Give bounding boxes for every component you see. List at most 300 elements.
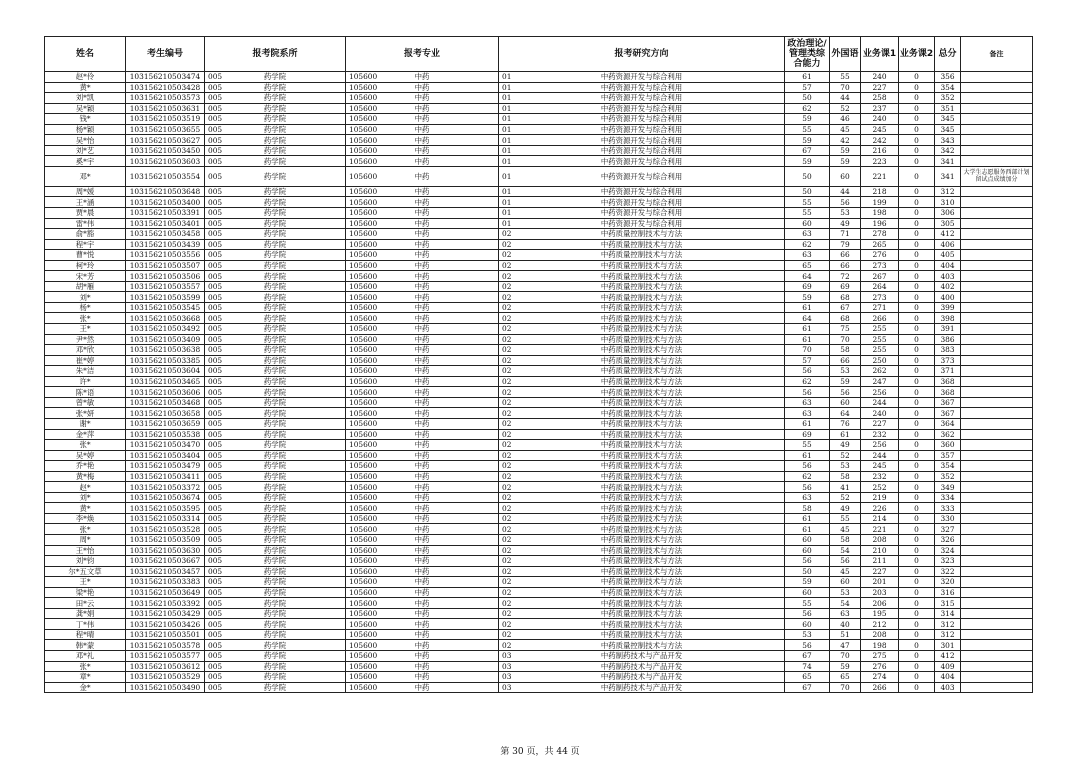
cell-direction-name: 中药质量控制技术与方法: [600, 313, 683, 323]
table-row: [45, 197, 1033, 208]
cell-direction-name: 中药质量控制技术与方法: [600, 556, 683, 566]
cell-major-code: 105600: [349, 229, 378, 239]
cell-course1: 244: [861, 450, 899, 461]
cell-name: 刘*钧: [45, 556, 126, 567]
cell-foreign: 54: [830, 598, 861, 609]
cell-dept-group: [205, 503, 346, 514]
cell-major-name: 中药: [414, 398, 430, 408]
cell-course2: 0: [899, 524, 935, 535]
cell-direction-code: 02: [502, 514, 512, 524]
cell-politics: 60: [785, 619, 830, 630]
cell-remark: [961, 408, 1033, 419]
cell-remark: [961, 524, 1033, 535]
cell-direction-code: 02: [502, 366, 512, 376]
cell-total: 343: [935, 135, 961, 146]
cell-major-group: [346, 672, 499, 683]
cell-major-name: 中药: [414, 503, 430, 513]
cell-name: 王*涵: [45, 197, 126, 208]
cell-direction-code: 02: [502, 587, 512, 597]
cell-direction-group: [499, 672, 785, 683]
cell-course1: 214: [861, 513, 899, 524]
cell-direction-group: [499, 292, 785, 303]
cell-dept-code: 005: [208, 282, 223, 292]
cell-major-code: 105600: [349, 587, 378, 597]
cell-major-group: [346, 103, 499, 114]
cell-major-group: [346, 598, 499, 609]
cell-total: 368: [935, 376, 961, 387]
cell-name: 钱*: [45, 114, 126, 125]
cell-remark: [961, 145, 1033, 156]
cell-major-code: 105600: [349, 345, 378, 355]
cell-dept-name: 药学院: [263, 292, 287, 302]
cell-major-code: 105600: [349, 187, 378, 197]
cell-direction-code: 01: [502, 103, 512, 113]
cell-dept-code: 005: [208, 218, 223, 228]
cell-direction-name: 中药质量控制技术与方法: [600, 398, 683, 408]
cell-dept-name: 药学院: [263, 218, 287, 228]
table-row: [45, 366, 1033, 377]
cell-major-name: 中药: [414, 640, 430, 650]
cell-course2: 0: [899, 345, 935, 356]
cell-exam-id: 103156210503506: [126, 271, 205, 282]
cell-major-name: 中药: [414, 197, 430, 207]
cell-name: 金*萍: [45, 429, 126, 440]
cell-exam-id: 103156210503411: [126, 471, 205, 482]
cell-course2: 0: [899, 156, 935, 167]
cell-dept-name: 药学院: [263, 630, 287, 640]
cell-remark: [961, 661, 1033, 672]
cell-major-name: 中药: [414, 135, 430, 145]
cell-major-name: 中药: [414, 292, 430, 302]
cell-major-name: 中药: [414, 355, 430, 365]
cell-major-name: 中药: [414, 250, 430, 260]
cell-course1: 245: [861, 461, 899, 472]
cell-total: 345: [935, 114, 961, 125]
cell-direction-group: [499, 197, 785, 208]
cell-major-name: 中药: [414, 303, 430, 313]
cell-dept-code: 005: [208, 334, 223, 344]
cell-direction-name: 中药制药技术与产品开发: [600, 672, 683, 682]
cell-major-name: 中药: [414, 218, 430, 228]
cell-name: 雷*伟: [45, 218, 126, 229]
cell-name: 黄*: [45, 503, 126, 514]
cell-major-name: 中药: [414, 282, 430, 292]
cell-dept-name: 药学院: [263, 398, 287, 408]
cell-dept-group: [205, 324, 346, 335]
cell-foreign: 70: [830, 650, 861, 661]
cell-major-group: [346, 376, 499, 387]
header-course1: 业务课1: [861, 37, 899, 72]
header-politics: 政治理论/管理类综合能力: [785, 37, 830, 72]
cell-direction-group: [499, 135, 785, 146]
cell-dept-code: 005: [208, 619, 223, 629]
cell-direction-code: 02: [502, 609, 512, 619]
cell-direction-name: 中药资源开发与综合利用: [600, 114, 683, 124]
cell-direction-group: [499, 629, 785, 640]
cell-dept-group: [205, 93, 346, 104]
cell-course1: 274: [861, 672, 899, 683]
cell-dept-name: 药学院: [263, 334, 287, 344]
cell-name: 杨*: [45, 302, 126, 313]
cell-major-name: 中药: [414, 524, 430, 534]
table-row: [45, 429, 1033, 440]
cell-course1: 232: [861, 429, 899, 440]
cell-major-name: 中药: [414, 93, 430, 103]
cell-major-group: [346, 229, 499, 240]
cell-exam-id: 103156210503428: [126, 82, 205, 93]
cell-course1: 206: [861, 598, 899, 609]
cell-major-name: 中药: [414, 598, 430, 608]
cell-exam-id: 103156210503659: [126, 418, 205, 429]
cell-remark: [961, 577, 1033, 588]
cell-total: 399: [935, 302, 961, 313]
cell-course1: 221: [861, 166, 899, 186]
table-row: [45, 577, 1033, 588]
cell-major-name: 中药: [414, 171, 430, 181]
cell-dept-group: [205, 608, 346, 619]
cell-major-group: [346, 334, 499, 345]
cell-course1: 210: [861, 545, 899, 556]
header-direction: 报考研究方向: [499, 37, 785, 72]
cell-course1: 255: [861, 334, 899, 345]
cell-dept-name: 药学院: [263, 135, 287, 145]
cell-dept-group: [205, 513, 346, 524]
cell-name: 王*: [45, 577, 126, 588]
cell-dept-code: 005: [208, 471, 223, 481]
cell-direction-name: 中药质量控制技术与方法: [600, 619, 683, 629]
cell-major-code: 105600: [349, 355, 378, 365]
cell-course2: 0: [899, 197, 935, 208]
table-row: [45, 672, 1033, 683]
header-foreign: 外国语: [830, 37, 861, 72]
cell-dept-code: 005: [208, 313, 223, 323]
page-footer: 第 30 页，共 44 页: [500, 747, 580, 757]
cell-total: 354: [935, 461, 961, 472]
cell-dept-group: [205, 387, 346, 398]
cell-dept-name: 药学院: [263, 587, 287, 597]
cell-course2: 0: [899, 250, 935, 261]
cell-direction-code: 01: [502, 146, 512, 156]
cell-major-name: 中药: [414, 72, 430, 82]
cell-remark: [961, 608, 1033, 619]
cell-dept-name: 药学院: [263, 250, 287, 260]
table-row: [45, 229, 1033, 240]
cell-remark: [961, 619, 1033, 630]
cell-foreign: 79: [830, 239, 861, 250]
cell-direction-code: 01: [502, 197, 512, 207]
cell-remark: [961, 239, 1033, 250]
cell-name: 黄*: [45, 82, 126, 93]
cell-total: 403: [935, 271, 961, 282]
cell-total: 323: [935, 556, 961, 567]
cell-direction-code: 02: [502, 313, 512, 323]
cell-total: 305: [935, 218, 961, 229]
cell-politics: 55: [785, 598, 830, 609]
cell-foreign: 65: [830, 672, 861, 683]
cell-course1: 232: [861, 471, 899, 482]
cell-course1: 273: [861, 260, 899, 271]
cell-course2: 0: [899, 397, 935, 408]
cell-direction-group: [499, 124, 785, 135]
cell-major-name: 中药: [414, 313, 430, 323]
cell-exam-id: 103156210503401: [126, 218, 205, 229]
table-row: [45, 640, 1033, 651]
cell-direction-group: [499, 156, 785, 167]
cell-remark: [961, 218, 1033, 229]
cell-name: 金*: [45, 682, 126, 693]
cell-exam-id: 103156210503649: [126, 587, 205, 598]
table-row: [45, 513, 1033, 524]
cell-course2: 0: [899, 124, 935, 135]
cell-politics: 58: [785, 503, 830, 514]
cell-politics: 59: [785, 292, 830, 303]
cell-foreign: 66: [830, 250, 861, 261]
cell-direction-code: 01: [502, 114, 512, 124]
cell-major-group: [346, 471, 499, 482]
cell-course2: 0: [899, 355, 935, 366]
cell-direction-group: [499, 429, 785, 440]
cell-dept-code: 005: [208, 345, 223, 355]
cell-direction-name: 中药质量控制技术与方法: [600, 355, 683, 365]
cell-course1: 198: [861, 640, 899, 651]
cell-major-group: [346, 534, 499, 545]
cell-major-group: [346, 72, 499, 83]
cell-course1: 203: [861, 587, 899, 598]
cell-dept-name: 药学院: [263, 651, 287, 661]
cell-dept-code: 005: [208, 303, 223, 313]
cell-major-name: 中药: [414, 471, 430, 481]
cell-exam-id: 103156210503314: [126, 513, 205, 524]
cell-politics: 61: [785, 324, 830, 335]
cell-major-group: [346, 450, 499, 461]
cell-dept-group: [205, 661, 346, 672]
cell-foreign: 70: [830, 82, 861, 93]
cell-dept-code: 005: [208, 146, 223, 156]
cell-politics: 55: [785, 124, 830, 135]
cell-direction-group: [499, 440, 785, 451]
cell-foreign: 66: [830, 355, 861, 366]
cell-name: 周*: [45, 534, 126, 545]
table-row: [45, 82, 1033, 93]
cell-total: 412: [935, 229, 961, 240]
cell-major-code: 105600: [349, 640, 378, 650]
cell-dept-group: [205, 114, 346, 125]
cell-dept-group: [205, 292, 346, 303]
cell-dept-name: 药学院: [263, 450, 287, 460]
cell-name: 俞*豁: [45, 229, 126, 240]
cell-major-name: 中药: [414, 450, 430, 460]
cell-dept-code: 005: [208, 377, 223, 387]
cell-major-code: 105600: [349, 577, 378, 587]
cell-exam-id: 103156210503667: [126, 556, 205, 567]
cell-major-name: 中药: [414, 545, 430, 555]
cell-direction-name: 中药质量控制技术与方法: [600, 239, 683, 249]
cell-course2: 0: [899, 545, 935, 556]
cell-dept-name: 药学院: [263, 197, 287, 207]
cell-dept-name: 药学院: [263, 114, 287, 124]
cell-dept-name: 药学院: [263, 146, 287, 156]
cell-dept-group: [205, 672, 346, 683]
cell-politics: 59: [785, 135, 830, 146]
cell-exam-id: 103156210503392: [126, 598, 205, 609]
cell-dept-group: [205, 156, 346, 167]
cell-politics: 50: [785, 186, 830, 197]
table-row: [45, 682, 1033, 693]
cell-politics: 57: [785, 355, 830, 366]
cell-exam-id: 103156210503501: [126, 629, 205, 640]
cell-dept-code: 005: [208, 598, 223, 608]
cell-direction-code: 02: [502, 429, 512, 439]
cell-direction-name: 中药资源开发与综合利用: [600, 197, 683, 207]
cell-major-name: 中药: [414, 609, 430, 619]
cell-name: 王*: [45, 324, 126, 335]
cell-exam-id: 103156210503509: [126, 534, 205, 545]
cell-remark: [961, 598, 1033, 609]
cell-course1: 258: [861, 93, 899, 104]
cell-major-name: 中药: [414, 577, 430, 587]
cell-politics: 67: [785, 682, 830, 693]
cell-dept-group: [205, 598, 346, 609]
cell-major-code: 105600: [349, 125, 378, 134]
cell-major-group: [346, 208, 499, 219]
cell-total: 306: [935, 208, 961, 219]
cell-major-group: [346, 197, 499, 208]
cell-remark: [961, 450, 1033, 461]
cell-remark: [961, 650, 1033, 661]
cell-course1: 256: [861, 387, 899, 398]
cell-exam-id: 103156210503612: [126, 661, 205, 672]
cell-foreign: 52: [830, 450, 861, 461]
cell-direction-name: 中药质量控制技术与方法: [600, 334, 683, 344]
cell-direction-name: 中药质量控制技术与方法: [600, 429, 683, 439]
cell-dept-name: 药学院: [263, 125, 287, 134]
cell-remark: [961, 545, 1033, 556]
cell-total: 373: [935, 355, 961, 366]
cell-dept-name: 药学院: [263, 471, 287, 481]
cell-direction-code: 02: [502, 440, 512, 450]
cell-course1: 195: [861, 608, 899, 619]
cell-remark: [961, 534, 1033, 545]
cell-name: 曾*敏: [45, 397, 126, 408]
cell-total: 371: [935, 366, 961, 377]
cell-direction-code: 02: [502, 619, 512, 629]
cell-dept-code: 005: [208, 103, 223, 113]
cell-name: 程*宇: [45, 239, 126, 250]
cell-course1: 276: [861, 250, 899, 261]
cell-exam-id: 103156210503631: [126, 103, 205, 114]
cell-direction-group: [499, 492, 785, 503]
cell-foreign: 49: [830, 440, 861, 451]
cell-exam-id: 103156210503457: [126, 566, 205, 577]
cell-major-name: 中药: [414, 482, 430, 492]
cell-dept-group: [205, 239, 346, 250]
cell-direction-group: [499, 534, 785, 545]
cell-major-group: [346, 145, 499, 156]
cell-direction-code: 02: [502, 292, 512, 302]
cell-dept-code: 005: [208, 197, 223, 207]
cell-remark: [961, 461, 1033, 472]
cell-direction-group: [499, 587, 785, 598]
cell-foreign: 49: [830, 218, 861, 229]
cell-major-name: 中药: [414, 556, 430, 566]
cell-direction-name: 中药质量控制技术与方法: [600, 482, 683, 492]
cell-major-code: 105600: [349, 408, 378, 418]
cell-remark: [961, 250, 1033, 261]
cell-course2: 0: [899, 408, 935, 419]
cell-dept-code: 005: [208, 503, 223, 513]
cell-foreign: 47: [830, 640, 861, 651]
cell-foreign: 49: [830, 503, 861, 514]
cell-course2: 0: [899, 292, 935, 303]
cell-major-name: 中药: [414, 239, 430, 249]
cell-name: 宋*芳: [45, 271, 126, 282]
cell-major-code: 105600: [349, 261, 378, 271]
cell-direction-group: [499, 619, 785, 630]
table-row: [45, 440, 1033, 451]
cell-dept-group: [205, 461, 346, 472]
cell-major-name: 中药: [414, 493, 430, 503]
cell-major-code: 105600: [349, 239, 378, 249]
cell-dept-group: [205, 218, 346, 229]
cell-total: 364: [935, 418, 961, 429]
cell-politics: 56: [785, 366, 830, 377]
cell-exam-id: 103156210503385: [126, 355, 205, 366]
cell-direction-group: [499, 418, 785, 429]
cell-direction-name: 中药质量控制技术与方法: [600, 587, 683, 597]
cell-name: 刘*: [45, 492, 126, 503]
cell-name: 田*云: [45, 598, 126, 609]
cell-direction-name: 中药质量控制技术与方法: [600, 535, 683, 545]
cell-politics: 56: [785, 556, 830, 567]
cell-politics: 62: [785, 103, 830, 114]
cell-exam-id: 103156210503599: [126, 292, 205, 303]
cell-course2: 0: [899, 629, 935, 640]
cell-name: 邓*礼: [45, 650, 126, 661]
cell-total: 327: [935, 524, 961, 535]
cell-course2: 0: [899, 461, 935, 472]
header-name: 姓名: [45, 37, 126, 72]
cell-course1: 216: [861, 145, 899, 156]
cell-remark: [961, 302, 1033, 313]
cell-foreign: 68: [830, 313, 861, 324]
cell-foreign: 61: [830, 429, 861, 440]
cell-dept-group: [205, 135, 346, 146]
cell-exam-id: 103156210503474: [126, 72, 205, 83]
table-row: [45, 72, 1033, 83]
cell-politics: 64: [785, 313, 830, 324]
cell-dept-group: [205, 355, 346, 366]
cell-direction-name: 中药资源开发与综合利用: [600, 72, 683, 82]
table-row: [45, 387, 1033, 398]
cell-name: 张*: [45, 524, 126, 535]
cell-major-group: [346, 366, 499, 377]
cell-major-code: 105600: [349, 471, 378, 481]
cell-remark: [961, 556, 1033, 567]
table-row: [45, 313, 1033, 324]
cell-course2: 0: [899, 366, 935, 377]
cell-dept-group: [205, 186, 346, 197]
cell-direction-group: [499, 229, 785, 240]
cell-foreign: 51: [830, 629, 861, 640]
cell-major-code: 105600: [349, 493, 378, 503]
cell-course2: 0: [899, 334, 935, 345]
cell-major-code: 105600: [349, 514, 378, 524]
cell-course2: 0: [899, 566, 935, 577]
cell-exam-id: 103156210503519: [126, 114, 205, 125]
cell-politics: 60: [785, 545, 830, 556]
cell-direction-code: 01: [502, 82, 512, 92]
cell-direction-group: [499, 271, 785, 282]
